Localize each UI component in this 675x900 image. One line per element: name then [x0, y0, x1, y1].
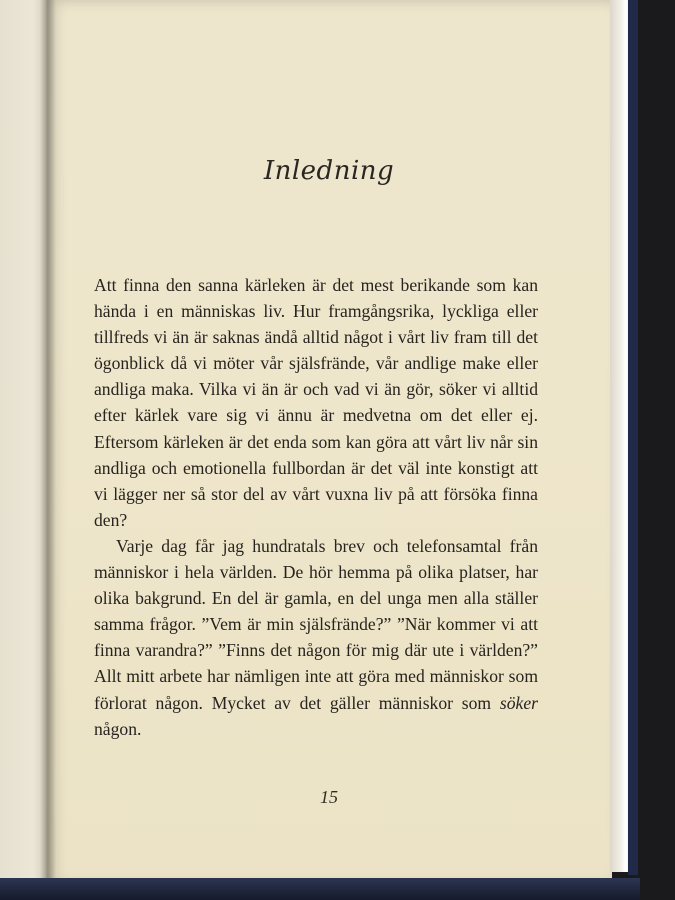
paragraph-1: Att finna den sanna kärleken är det mest berikande som kan hända i en människas liv. Hur framgångsrika, lyckliga eller tillfreds vi än är saknas ändå alltid något i vårt liv fram till det ögonblick då vi möter vår själsfrände, vår andlige make eller andliga maka. Vilka vi än är och vad vi än gör, söker vi alltid efter kärlek vare sig vi ännu är medvetna om det eller ej. Eftersom kärleken är det enda som kan göra att vårt liv når sin andliga och emotionella fullbordan är det väl inte konstigt att vi lägger ner så stor del av vårt vuxna liv på att försöka finna den?: [94, 275, 538, 530]
paragraph-2-start: Varje dag får jag hundratals brev och telefonsamtal från människor i hela världen. De hör hemma på olika platser, har olika bakgrund. En del är gamla, en del unga men alla ställer samma frågor. ”Vem är min själsfrände?” ”När kommer vi att finna varandra?” ”Finns det någon för mig där ute i världen?” Allt mitt arbete har nämligen inte att göra med människor som förlorat någon. Mycket av det gäller människor som: [94, 535, 538, 713]
spine-shadow: [40, 0, 56, 900]
paragraph-2: [94, 533, 538, 742]
paragraph-2-end: någon.: [94, 718, 142, 739]
book-bottom-edge: [0, 878, 640, 900]
cover-edge: [628, 0, 638, 875]
chapter-heading: Inledning: [263, 156, 395, 186]
emphasized-word: söker: [499, 692, 538, 713]
body-text: [94, 272, 538, 742]
page-number: 15: [320, 787, 338, 807]
